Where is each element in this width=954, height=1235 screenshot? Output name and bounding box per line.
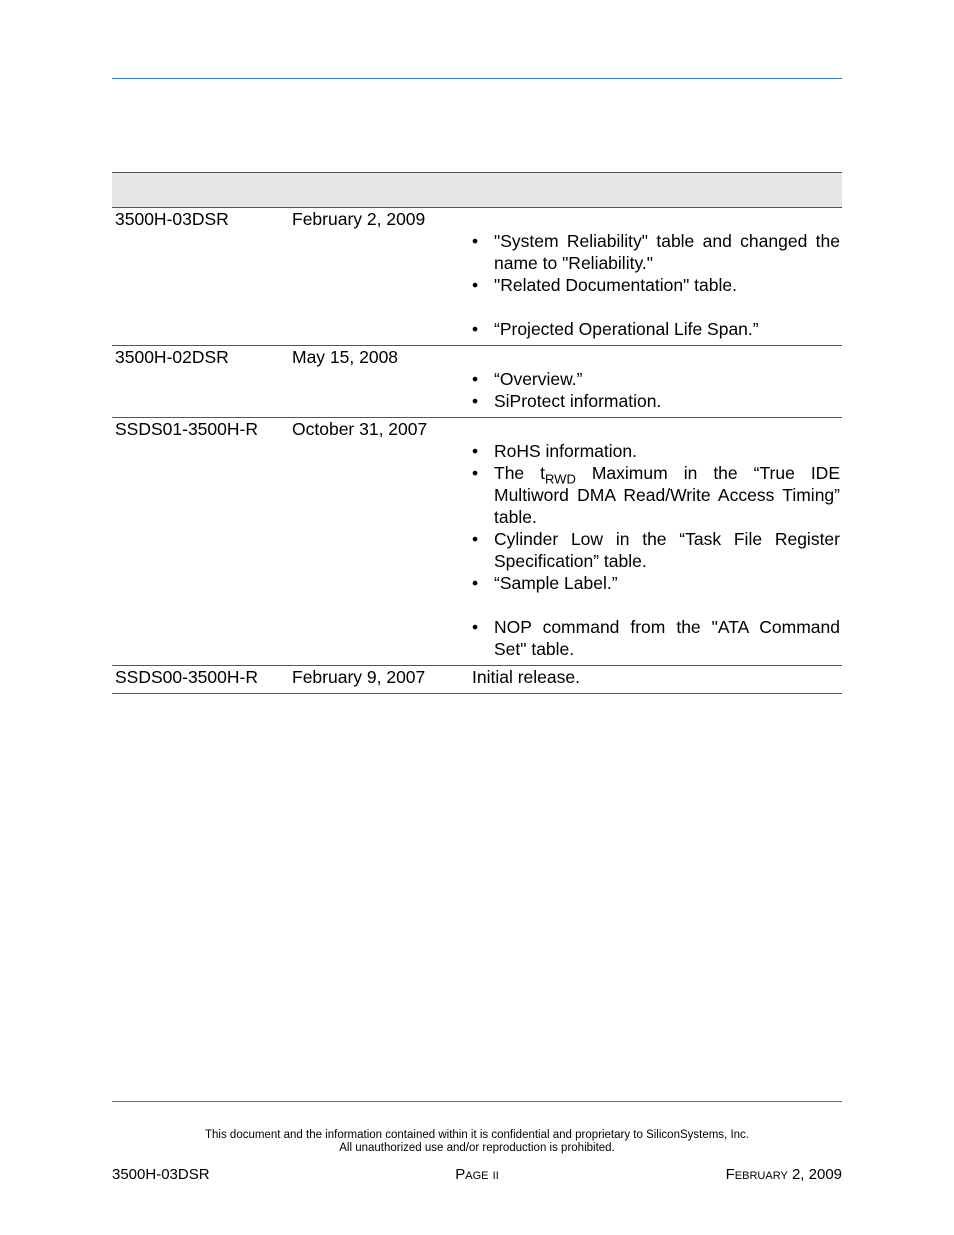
rwd-prefix: The t <box>494 463 546 483</box>
footer-page-number: Page ii <box>455 1166 499 1183</box>
bullet-icon: • <box>472 275 479 295</box>
bullet-icon: • <box>472 463 479 483</box>
doc-number: 3500H-03DSR <box>115 209 229 229</box>
list-item <box>472 528 840 572</box>
doc-number-cell <box>112 208 288 346</box>
confidentiality-notice <box>112 1129 842 1155</box>
change-list <box>472 440 840 594</box>
doc-number-cell <box>112 346 288 418</box>
footer-doc-number: 3500H-03DSR <box>112 1166 210 1183</box>
list-item <box>472 274 840 296</box>
bullet-icon: • <box>472 391 479 411</box>
revision-history-table <box>112 172 842 694</box>
list-item <box>472 440 840 462</box>
changes-cell <box>468 666 842 694</box>
revision-date: May 15, 2008 <box>292 347 399 367</box>
doc-number-cell <box>112 666 288 694</box>
change-text: "System Reliability" table and changed the name to "Reliability." <box>494 231 840 273</box>
table-row <box>112 666 842 694</box>
header-cell-description <box>468 173 842 208</box>
list-item <box>472 572 840 594</box>
changes-cell <box>468 208 842 346</box>
bullet-icon: • <box>472 369 479 389</box>
bullet-icon: • <box>472 441 479 461</box>
bullet-icon: • <box>472 529 479 549</box>
bullet-icon: • <box>472 319 479 339</box>
footer-rule <box>112 1101 842 1102</box>
doc-number-cell <box>112 418 288 666</box>
table-row <box>112 346 842 418</box>
rwd-suffix: Maximum in the “True IDE Multiword DMA Read/Write Access Timing” table. <box>494 463 840 527</box>
bullet-icon: • <box>472 573 479 593</box>
header-cell-date <box>288 173 468 208</box>
date-cell <box>288 346 468 418</box>
header-rule <box>112 78 842 79</box>
change-text: NOP command from the "ATA Command Set" table. <box>494 617 840 659</box>
header-cell-document <box>112 173 288 208</box>
table-row <box>112 208 842 346</box>
revision-date: October 31, 2007 <box>292 419 428 439</box>
change-list <box>472 230 840 296</box>
change-text: Initial release. <box>472 667 580 687</box>
revision-date: February 2, 2009 <box>292 209 426 229</box>
change-list <box>472 318 840 340</box>
change-list <box>472 616 840 660</box>
list-item <box>472 368 840 390</box>
date-cell <box>288 208 468 346</box>
list-item <box>472 462 840 528</box>
date-cell <box>288 666 468 694</box>
change-text <box>494 463 840 527</box>
notice-line: All unauthorized use and/or reproduction is prohibited. <box>339 1142 615 1154</box>
footer-date: February 2, 2009 <box>725 1166 842 1183</box>
list-item <box>472 616 840 660</box>
date-cell <box>288 418 468 666</box>
change-text: RoHS information. <box>494 441 637 461</box>
list-item <box>472 390 840 412</box>
bullet-icon: • <box>472 617 479 637</box>
notice-line: This document and the information contained within it is confidential and proprietary to SiliconSystems, Inc. <box>205 1129 749 1141</box>
doc-number: SSDS01-3500H-R <box>115 419 258 439</box>
changes-cell <box>468 418 842 666</box>
change-text: Cylinder Low in the “Task File Register Specification” table. <box>494 529 840 571</box>
bullet-icon: • <box>472 231 479 251</box>
revision-date: February 9, 2007 <box>292 667 426 687</box>
table-header-row <box>112 173 842 208</box>
rwd-subscript: RWD <box>545 471 576 487</box>
change-text: SiProtect information. <box>494 391 662 411</box>
table-row <box>112 418 842 666</box>
change-text: “Projected Operational Life Span.” <box>494 319 759 339</box>
change-text: “Overview.” <box>494 369 583 389</box>
change-list <box>472 368 840 412</box>
change-text: "Related Documentation" table. <box>494 275 737 295</box>
change-text: “Sample Label.” <box>494 573 618 593</box>
doc-number: 3500H-02DSR <box>115 347 229 367</box>
list-item <box>472 230 840 274</box>
doc-number: SSDS00-3500H-R <box>115 667 258 687</box>
changes-cell <box>468 346 842 418</box>
list-item <box>472 318 840 340</box>
